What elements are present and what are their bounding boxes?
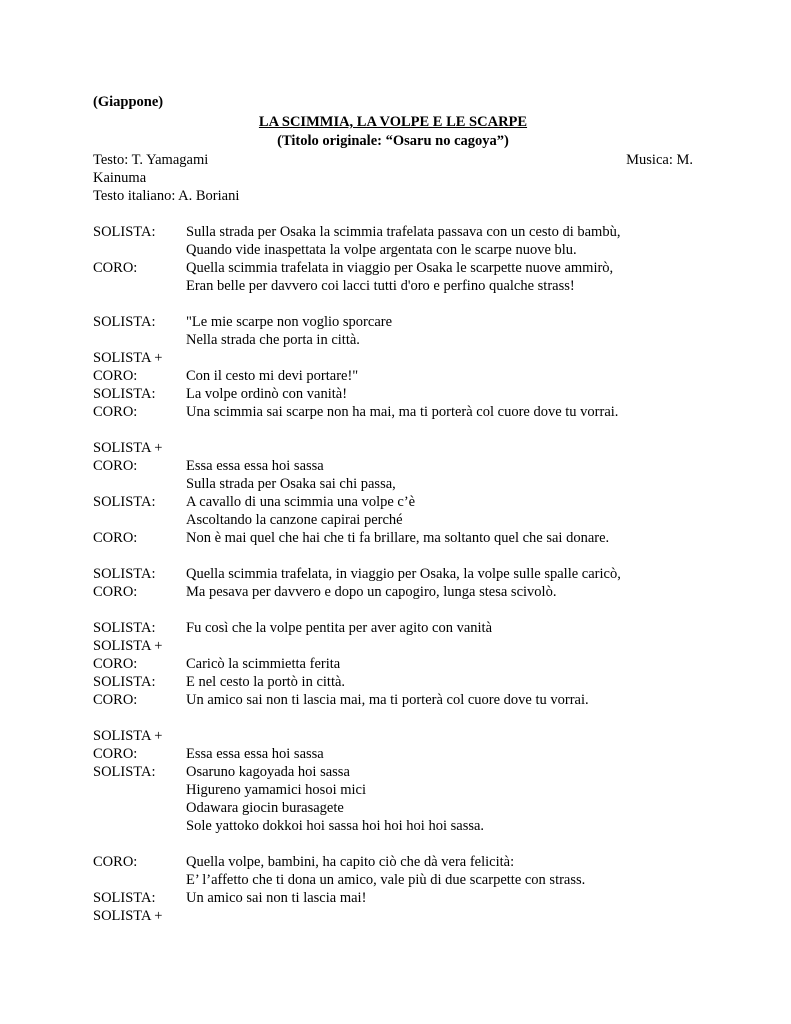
- speaker-label: CORO:: [93, 404, 138, 420]
- lyric-text: La volpe ordinò con vanità!: [186, 386, 348, 402]
- speaker-label: SOLISTA +: [93, 350, 163, 366]
- stanza-gap: [93, 547, 693, 565]
- lyric-line: [93, 853, 693, 871]
- credits-row: [93, 151, 693, 169]
- speaker-label: SOLISTA +: [93, 440, 163, 456]
- speaker-label: [93, 475, 186, 493]
- lyric-text: Essa essa essa hoi sassa: [186, 746, 324, 762]
- lyric-text: Una scimmia sai scarpe non ha mai, ma ti porterà col cuore dove tu vorrai.: [186, 404, 619, 420]
- lyric-text: [186, 907, 693, 925]
- speaker-label: [93, 511, 186, 529]
- speaker-label: SOLISTA:: [93, 620, 156, 636]
- speaker-label: SOLISTA +: [93, 728, 163, 744]
- lyric-text: Higureno yamamici hosoi mici: [186, 782, 367, 798]
- speaker-label: [93, 781, 186, 799]
- lyric-line: [93, 907, 693, 925]
- lyric-text: [186, 439, 693, 457]
- lyric-line: [93, 673, 693, 691]
- speaker-label: [93, 331, 186, 349]
- lyric-text: Ascoltando la canzone capirai perché: [186, 512, 403, 528]
- lyric-line: [93, 871, 693, 889]
- speaker-label: SOLISTA:: [93, 494, 156, 510]
- speaker-label: [93, 799, 186, 817]
- lyric-text: Quella volpe, bambini, ha capito ciò che dà vera felicità:: [186, 854, 515, 870]
- country-of-origin: (Giappone): [93, 94, 164, 110]
- lyric-text: Un amico sai non ti lascia mai, ma ti porterà col cuore dove tu vorrai.: [186, 692, 589, 708]
- lyric-text: Quella scimmia trafelata, in viaggio per Osaka, la volpe sulle spalle caricò,: [186, 566, 621, 582]
- lyrics-document: [93, 93, 693, 925]
- lyric-line: [93, 367, 693, 385]
- lyric-text: Osaruno kagoyada hoi sassa: [186, 764, 350, 780]
- lyric-text: Sulla strada per Osaka la scimmia trafelata passava con un cesto di bambù,: [186, 224, 621, 240]
- lyric-text: Sole yattoko dokkoi hoi sassa hoi hoi hoi hoi sassa.: [186, 818, 485, 834]
- lyric-line: [93, 475, 693, 493]
- speaker-label: CORO:: [93, 530, 138, 546]
- original-title: (Titolo originale: “Osaru no cagoya”): [277, 133, 509, 149]
- lyric-text: Odawara giocin burasagete: [186, 800, 344, 816]
- lyrics-credit: Testo: T. Yamagami: [93, 152, 209, 168]
- speaker-label: CORO:: [93, 656, 138, 672]
- lyric-line: [93, 637, 693, 655]
- lyric-text: Un amico sai non ti lascia mai!: [186, 890, 367, 906]
- stanza: [93, 439, 693, 547]
- lyric-text: Eran belle per davvero coi lacci tutti d'oro e perfino qualche strass!: [186, 278, 575, 294]
- song-title: LA SCIMMIA, LA VOLPE E LE SCARPE: [258, 114, 528, 130]
- stanza: [93, 223, 693, 295]
- lyric-text: Nella strada che porta in città.: [186, 332, 360, 348]
- stanza-gap: [93, 601, 693, 619]
- lyric-text: Sulla strada per Osaka sai chi passa,: [186, 476, 396, 492]
- speaker-label: SOLISTA:: [93, 566, 156, 582]
- lyric-text: Ma pesava per davvero e dopo un capogiro, lunga stesa scivolò.: [186, 584, 557, 600]
- lyric-line: [93, 259, 693, 277]
- lyrics-body: [93, 223, 693, 925]
- lyric-line: [93, 313, 693, 331]
- speaker-label: SOLISTA:: [93, 890, 156, 906]
- lyric-text: Quando vide inaspettata la volpe argentata con le scarpe nuove blu.: [186, 242, 577, 258]
- lyric-line: [93, 565, 693, 583]
- stanza: [93, 727, 693, 835]
- speaker-label: CORO:: [93, 458, 138, 474]
- stanza-gap: [93, 421, 693, 439]
- italian-lyrics-credit: Testo italiano: A. Boriani: [93, 188, 240, 204]
- lyric-line: [93, 241, 693, 259]
- lyric-text: [186, 637, 693, 655]
- lyric-text: Non è mai quel che hai che ti fa brillare, ma soltanto quel che sai donare.: [186, 530, 610, 546]
- speaker-label: CORO:: [93, 368, 138, 384]
- speaker-label: [93, 241, 186, 259]
- stanza-gap: [93, 295, 693, 313]
- music-credit: Musica: M.: [626, 152, 693, 168]
- speaker-label: CORO:: [93, 260, 138, 276]
- lyric-line: [93, 691, 693, 709]
- lyric-line: [93, 277, 693, 295]
- lyric-line: [93, 331, 693, 349]
- lyric-line: [93, 583, 693, 601]
- lyric-line: [93, 439, 693, 457]
- speaker-label: CORO:: [93, 692, 138, 708]
- stanza-gap: [93, 835, 693, 853]
- speaker-label: [93, 871, 186, 889]
- lyric-line: [93, 529, 693, 547]
- lyric-line: [93, 349, 693, 367]
- stanza: [93, 313, 693, 421]
- speaker-label: SOLISTA +: [93, 638, 163, 654]
- speaker-label: CORO:: [93, 746, 138, 762]
- lyric-line: [93, 799, 693, 817]
- lyric-text: Fu così che la volpe pentita per aver agito con vanità: [186, 620, 493, 636]
- speaker-label: CORO:: [93, 584, 138, 600]
- speaker-label: SOLISTA:: [93, 674, 156, 690]
- stanza: [93, 853, 693, 925]
- lyric-text: [186, 727, 693, 745]
- lyric-line: [93, 655, 693, 673]
- speaker-label: SOLISTA:: [93, 764, 156, 780]
- lyric-line: [93, 763, 693, 781]
- stanza: [93, 619, 693, 709]
- lyric-text: E’ l’affetto che ti dona un amico, vale più di due scarpette con strass.: [186, 872, 586, 888]
- lyric-line: [93, 727, 693, 745]
- lyric-line: [93, 781, 693, 799]
- lyric-text: Quella scimmia trafelata in viaggio per Osaka le scarpette nuove ammirò,: [186, 260, 614, 276]
- speaker-label: SOLISTA:: [93, 314, 156, 330]
- lyric-line: [93, 745, 693, 763]
- lyric-line: [93, 511, 693, 529]
- lyric-text: Caricò la scimmietta ferita: [186, 656, 341, 672]
- lyric-line: [93, 493, 693, 511]
- lyric-line: [93, 889, 693, 907]
- lyric-line: [93, 403, 693, 421]
- lyric-line: [93, 385, 693, 403]
- speaker-label: SOLISTA +: [93, 908, 163, 924]
- lyric-text: Con il cesto mi devi portare!": [186, 368, 359, 384]
- stanza-gap: [93, 709, 693, 727]
- lyric-line: [93, 457, 693, 475]
- speaker-label: SOLISTA:: [93, 224, 156, 240]
- lyric-line: [93, 817, 693, 835]
- speaker-label: SOLISTA:: [93, 386, 156, 402]
- music-credit-continued: Kainuma: [93, 170, 147, 186]
- lyric-text: [186, 349, 693, 367]
- lyric-text: A cavallo di una scimmia una volpe c’è: [186, 494, 416, 510]
- lyric-text: "Le mie scarpe non voglio sporcare: [186, 314, 393, 330]
- lyric-text: E nel cesto la portò in città.: [186, 674, 346, 690]
- lyric-line: [93, 223, 693, 241]
- lyric-text: Essa essa essa hoi sassa: [186, 458, 324, 474]
- speaker-label: [93, 277, 186, 295]
- speaker-label: CORO:: [93, 854, 138, 870]
- speaker-label: [93, 817, 186, 835]
- lyric-line: [93, 619, 693, 637]
- stanza: [93, 565, 693, 601]
